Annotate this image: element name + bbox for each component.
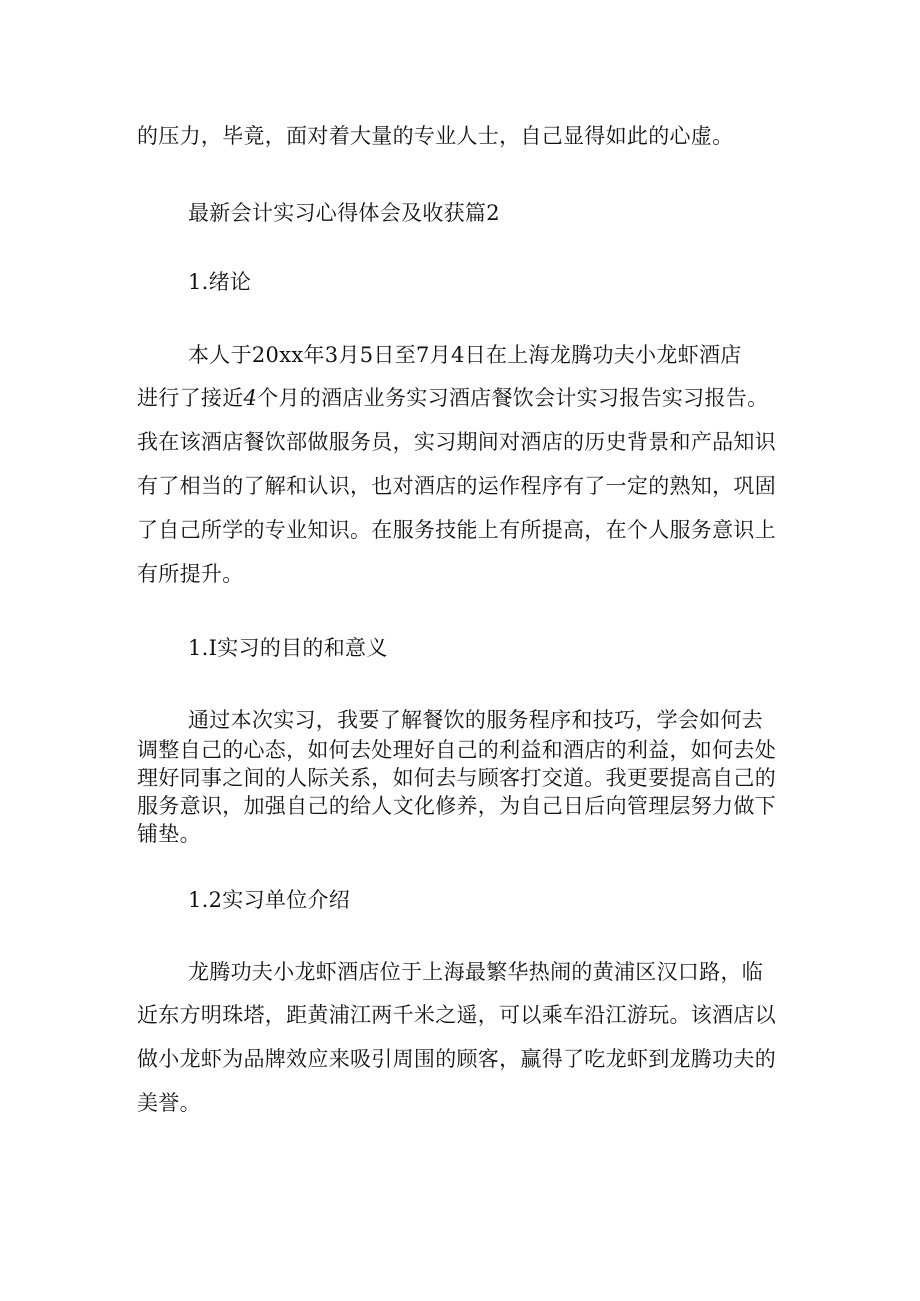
section-heading-intro: 1.绪论: [188, 270, 252, 294]
paragraph-line: 龙腾功夫小龙虾酒店位于上海最繁华热闹的黄浦区汉口路，临: [188, 960, 764, 984]
paragraph-line: 有了相当的了解和认识，也对酒店的运作程序有了一定的熟知，巩固: [137, 474, 776, 498]
paragraph-line: 本人于20xx年3月5日至7月4日在上海龙腾功夫小龙虾酒店: [188, 343, 742, 367]
section-heading-purpose: 1.I实习的目的和意义: [188, 636, 388, 660]
paragraph-line: 近东方明珠塔，距黄浦江两千米之遥，可以乘车沿江游玩。该酒店以: [137, 1003, 776, 1027]
paragraph-line: 调整自己的心态，如何去处理好自己的利益和酒店的利益，如何去处: [137, 738, 776, 762]
paragraph-line: 了自己所学的专业知识。在服务技能上有所提高，在个人服务意识上: [137, 518, 776, 542]
paragraph-line: 通过本次实习，我要了解餐饮的服务程序和技巧，学会如何去: [188, 708, 764, 732]
text-span: 进行了接近: [137, 386, 244, 410]
paragraph-line: 我在该酒店餐饮部做服务员，实习期间对酒店的历史背景和产品知识: [137, 430, 776, 454]
section-heading-unit: 1.2实习单位介绍: [188, 888, 351, 912]
article-heading: 最新会计实习心得体会及收获篇2: [188, 201, 500, 225]
paragraph-line: 的压力，毕竟，面对着大量的专业人士，自己显得如此的心虚。: [137, 124, 734, 148]
text-span: 4: [243, 386, 258, 410]
text-span: 个月的酒店业务实习酒店餐饮会计实习报告实习报告。: [257, 386, 769, 410]
paragraph-line: 美誉。: [137, 1091, 201, 1115]
paragraph-line: 铺垫。: [137, 822, 201, 846]
paragraph-line: 理好同事之间的人际关系，如何去与顾客打交道。我更要提高自己的: [137, 766, 776, 790]
paragraph-line: 服务意识，加强自己的给人文化修养，为自己日后向管理层努力做下: [137, 794, 776, 818]
paragraph-line: [137, 384, 768, 412]
paragraph-line: 有所提升。: [137, 562, 244, 586]
paragraph-line: 做小龙虾为品牌效应来吸引周围的顾客，赢得了吃龙虾到龙腾功夫的: [137, 1047, 776, 1071]
